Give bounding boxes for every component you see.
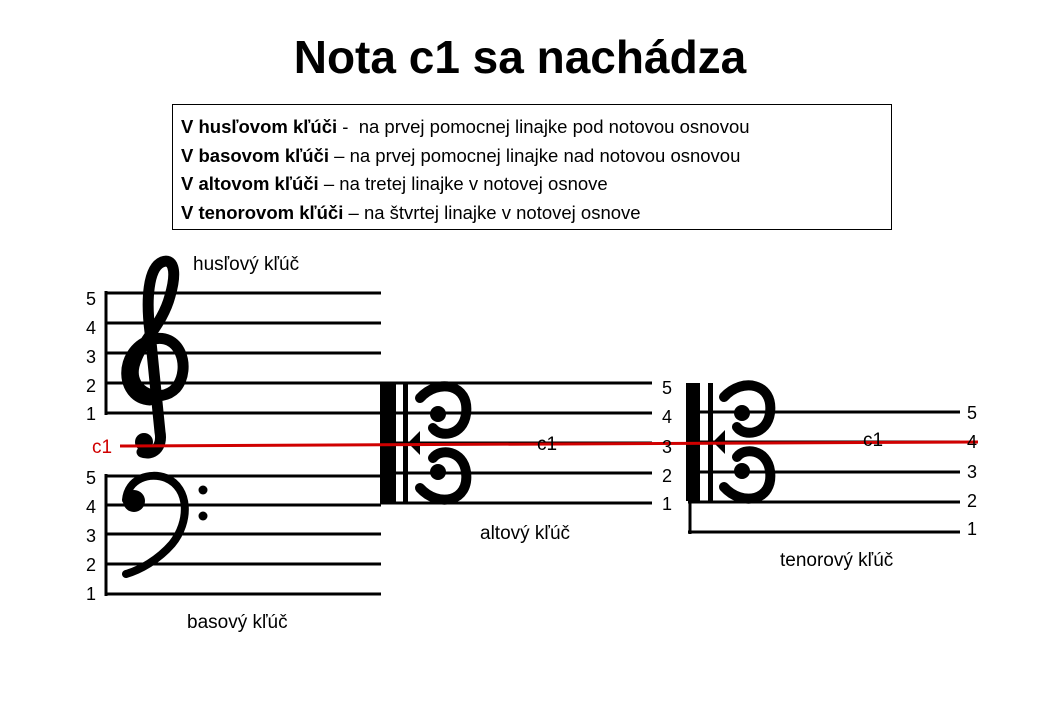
c1-red-label: c1 bbox=[92, 437, 113, 458]
line-number: 3 bbox=[86, 347, 97, 367]
bass-clef-icon bbox=[123, 476, 208, 574]
rule-clef: V basovom kľúči bbox=[181, 144, 329, 166]
line-number: 5 bbox=[86, 289, 97, 309]
rule-sep: – bbox=[328, 144, 350, 166]
bass-label: basový kľúč bbox=[187, 612, 288, 633]
line-number: 3 bbox=[662, 437, 673, 457]
line-number: 2 bbox=[967, 491, 978, 511]
line-number: 4 bbox=[662, 407, 673, 427]
c1-tenor-label: c1 bbox=[863, 430, 884, 451]
rule-text: na prvej pomocnej linajke pod notovou osnovou bbox=[358, 116, 750, 137]
rule-text: na prvej pomocnej linajke nad notovou osnovou bbox=[349, 144, 741, 166]
rule-clef: V tenorovom kľúči bbox=[181, 201, 344, 223]
c1-alto-label: c1 bbox=[537, 434, 558, 455]
treble-line-numbers bbox=[86, 289, 96, 424]
line-number: 1 bbox=[86, 584, 97, 604]
rule-text: na štvrtej linajke v notovej osnove bbox=[363, 201, 641, 223]
bass-line-numbers bbox=[86, 468, 96, 604]
alto-label: altový kľúč bbox=[480, 523, 571, 544]
tenor-line-numbers bbox=[967, 403, 977, 539]
line-number: 2 bbox=[662, 466, 673, 486]
rule-text: na tretej linajke v notovej osnove bbox=[339, 173, 608, 194]
treble-label: husľový kľúč bbox=[193, 254, 300, 275]
tenor-label: tenorový kľúč bbox=[780, 550, 894, 571]
line-number: 2 bbox=[86, 376, 97, 396]
treble-clef-icon bbox=[127, 261, 183, 453]
line-number: 5 bbox=[662, 378, 673, 398]
rule-sep: – bbox=[343, 201, 364, 223]
line-number: 1 bbox=[86, 404, 97, 424]
line-number: 5 bbox=[86, 468, 97, 488]
rule-sep: - bbox=[337, 116, 359, 137]
line-number: 3 bbox=[967, 462, 978, 482]
alto-line-numbers bbox=[662, 378, 672, 514]
line-number: 4 bbox=[86, 497, 97, 517]
rule-sep: – bbox=[318, 173, 340, 194]
line-number: 1 bbox=[967, 519, 978, 539]
line-number: 4 bbox=[967, 432, 978, 452]
line-number: 5 bbox=[967, 403, 978, 423]
rule-clef: V husľovom kľúči bbox=[181, 116, 338, 137]
line-number: 2 bbox=[86, 555, 97, 575]
rule-clef: V altovom kľúči bbox=[181, 173, 319, 194]
line-number: 3 bbox=[86, 526, 97, 546]
tenor-staff bbox=[688, 412, 960, 534]
line-number: 1 bbox=[662, 494, 673, 514]
bass-staff bbox=[106, 474, 381, 596]
line-number: 4 bbox=[86, 318, 97, 338]
page-title: Nota c1 sa nachádza bbox=[293, 31, 747, 83]
